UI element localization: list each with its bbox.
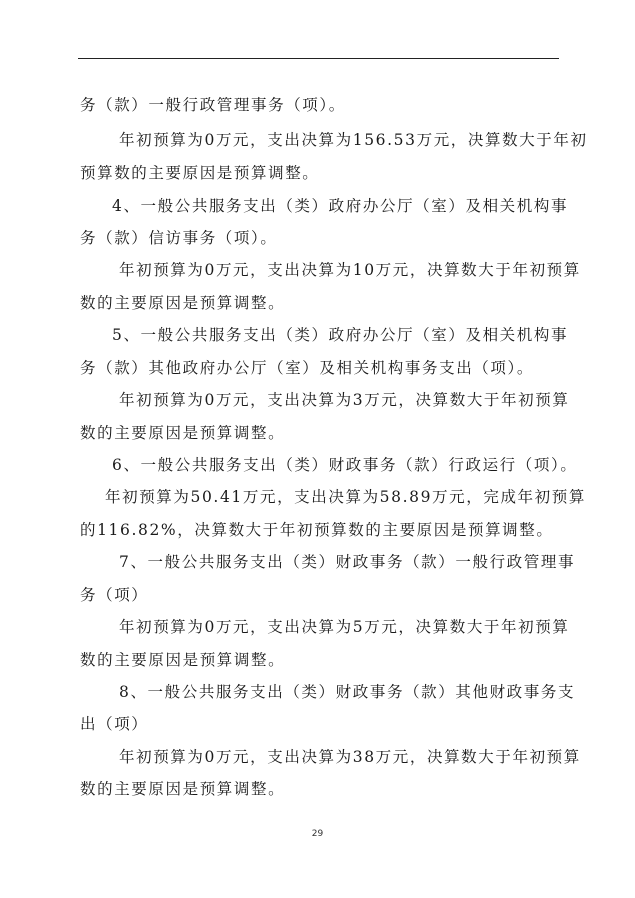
text-line: 年初预算为50.41万元，支出决算为58.89万元，完成年初预算 [105, 488, 586, 506]
text-line: 数的主要原因是预算调整。 [80, 780, 286, 798]
text-line: 年初预算为0万元，支出决算为156.53万元，决算数大于年初 [119, 131, 588, 149]
text-line: 数的主要原因是预算调整。 [80, 651, 286, 669]
text-line: 预算数的主要原因是预算调整。 [80, 164, 320, 182]
text-line: 数的主要原因是预算调整。 [80, 294, 286, 312]
text-line: 务（款）信访事务（项）。 [80, 229, 278, 247]
page-number: 29 [311, 829, 324, 839]
text-line: 4、一般公共服务支出（类）政府办公厅（室）及相关机构事 [112, 197, 569, 215]
text-line: 的116.82%，决算数大于年初预算数的主要原因是预算调整。 [80, 521, 554, 539]
text-line: 年初预算为0万元，支出决算为38万元，决算数大于年初预算 [119, 748, 581, 766]
text-line: 5、一般公共服务支出（类）政府办公厅（室）及相关机构事 [112, 326, 569, 344]
text-line: 8、一般公共服务支出（类）财政事务（款）其他财政事务支 [119, 683, 576, 701]
text-line: 年初预算为0万元，支出决算为3万元，决算数大于年初预算 [119, 391, 570, 409]
text-line: 年初预算为0万元，支出决算为5万元，决算数大于年初预算 [119, 618, 570, 636]
text-line: 务（款）其他政府办公厅（室）及相关机构事务支出（项）。 [80, 359, 534, 377]
text-line: 务（项） [80, 586, 149, 604]
text-line: 7、一般公共服务支出（类）财政事务（款）一般行政管理事 [119, 553, 576, 571]
header-rule [78, 58, 559, 59]
text-line: 年初预算为0万元，支出决算为10万元，决算数大于年初预算 [119, 261, 581, 279]
text-line: 出（项） [80, 715, 149, 733]
text-line: 数的主要原因是预算调整。 [80, 424, 286, 442]
text-line: 务（款）一般行政管理事务（项）。 [80, 96, 346, 114]
text-line: 6、一般公共服务支出（类）财政事务（款）行政运行（项）。 [112, 456, 578, 474]
